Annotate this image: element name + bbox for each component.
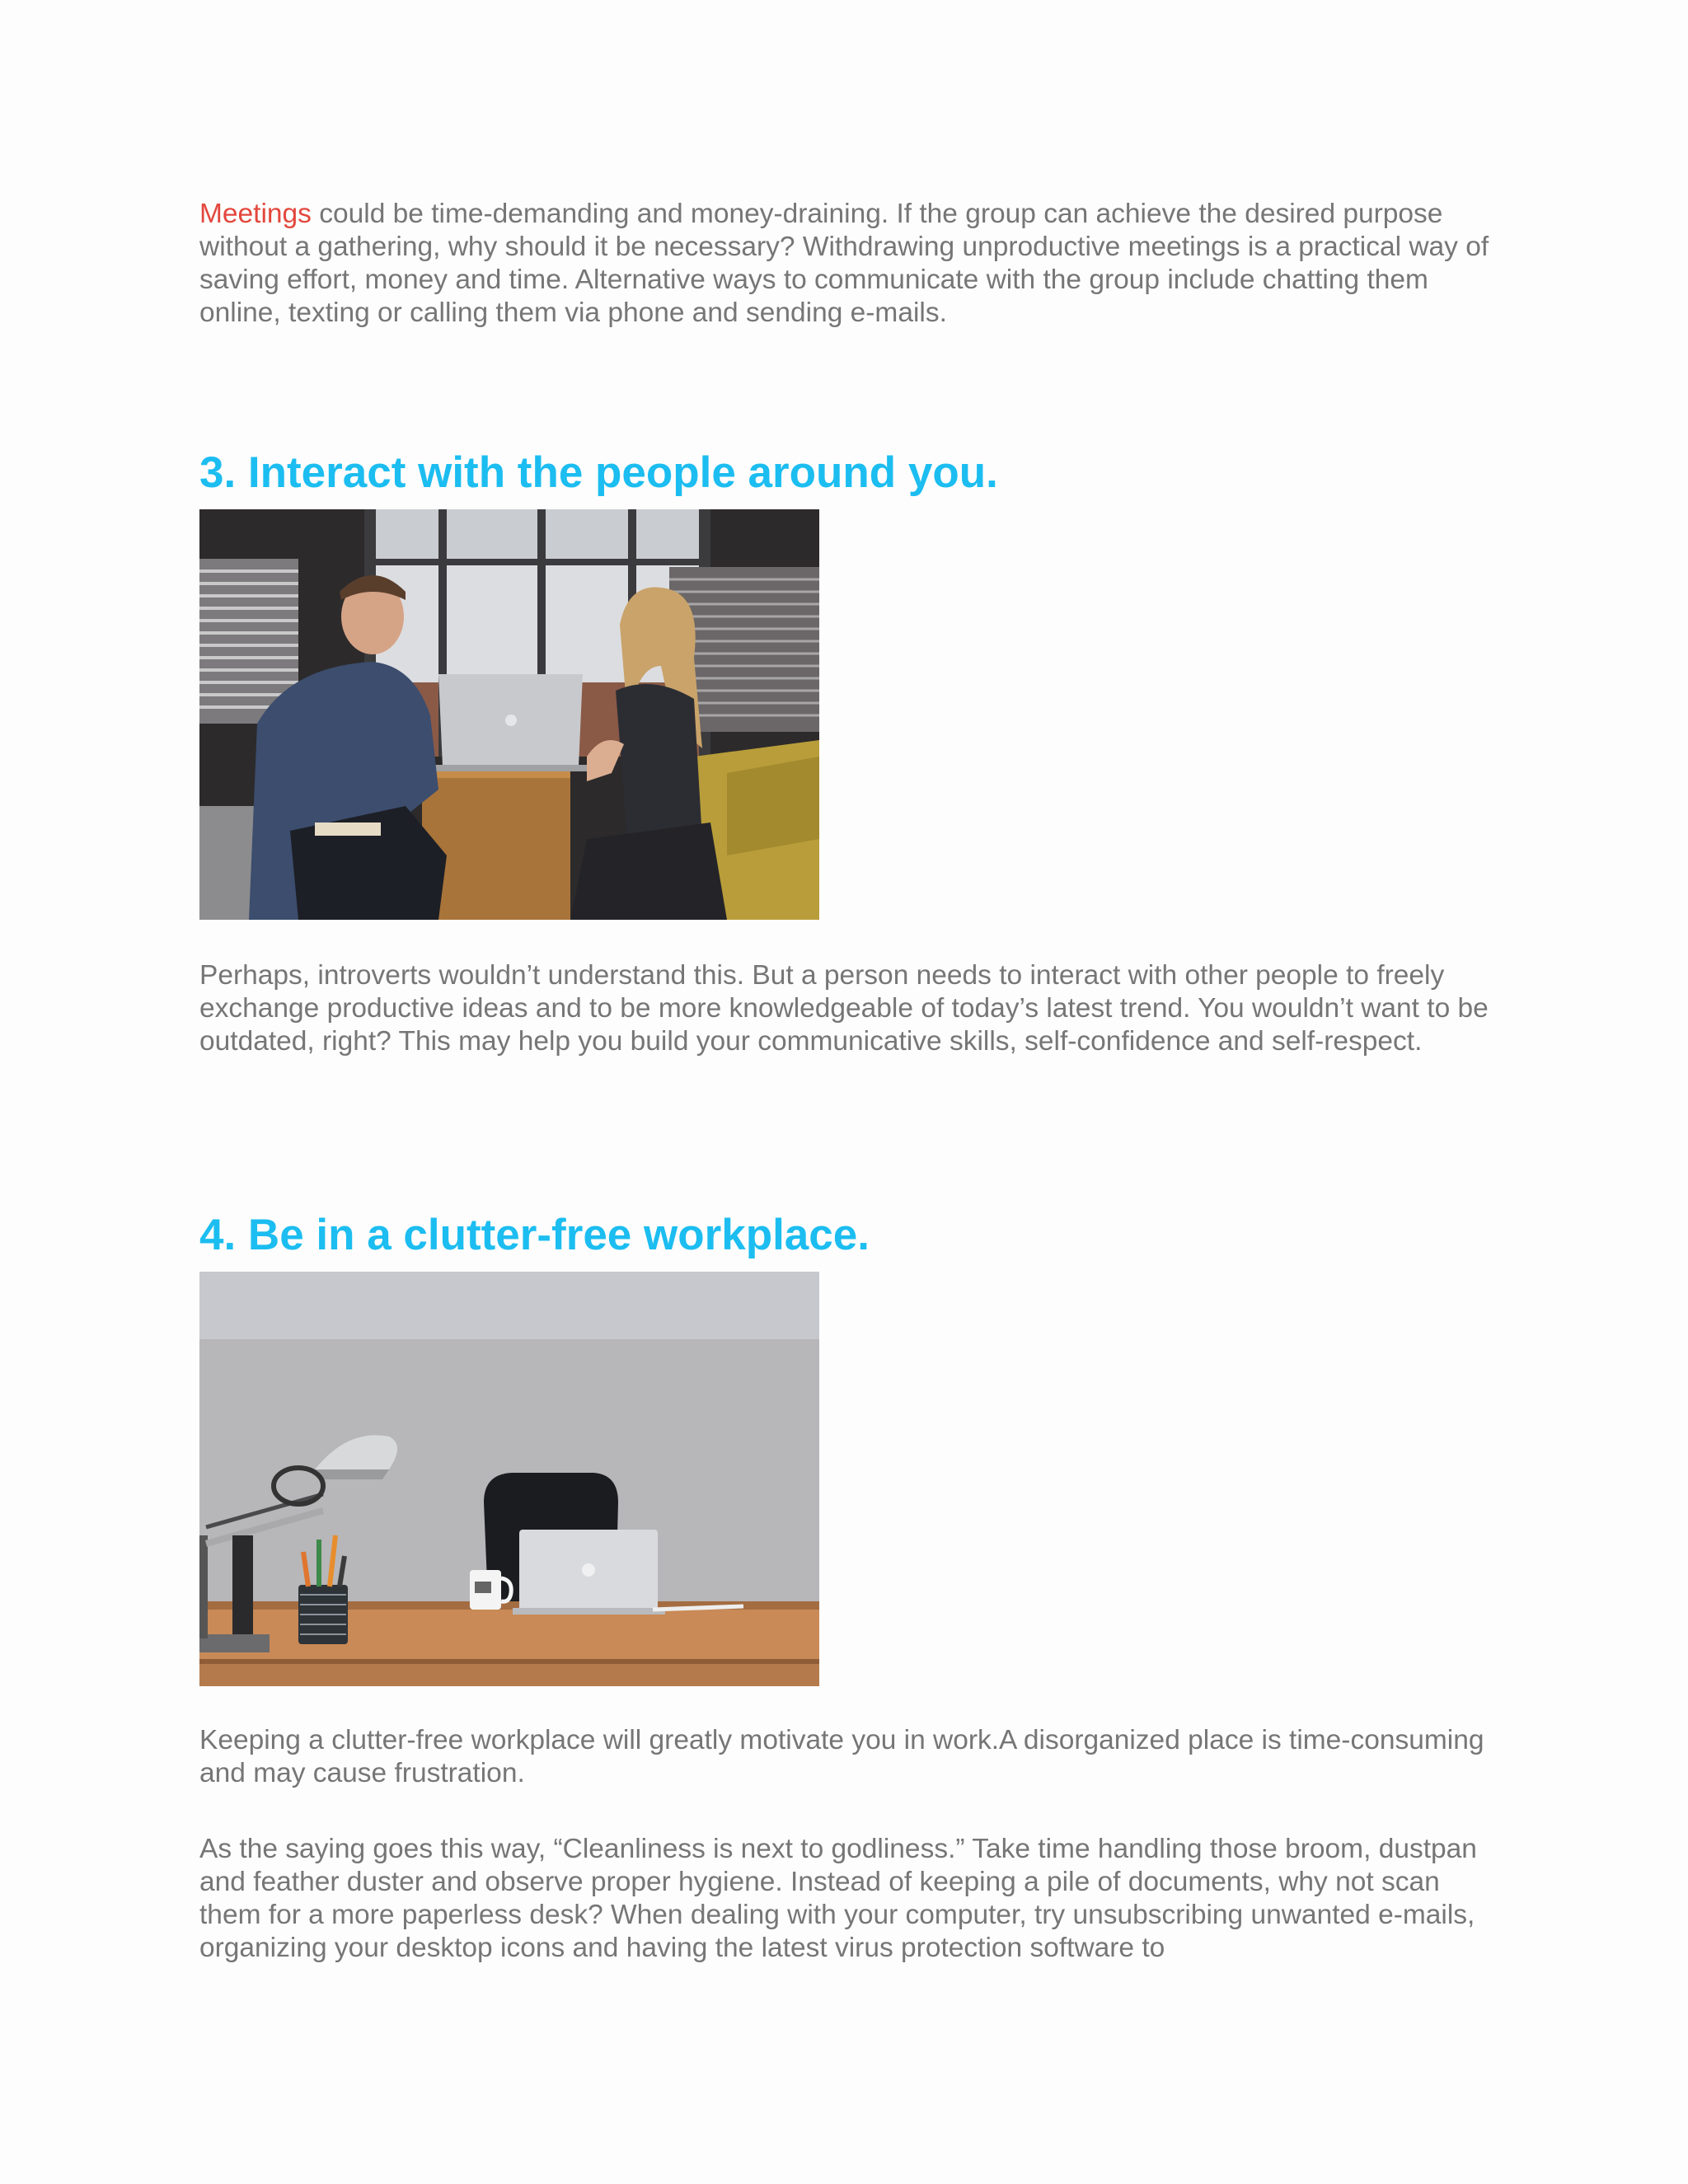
people-talking-illustration (199, 509, 819, 920)
intro-paragraph (199, 198, 1502, 330)
section-4-paragraph-1: Keeping a clutter-free workplace will greatly motivate you in work.A disorganized place is time-consuming and may cause frustration. (199, 1725, 1484, 1788)
meetings-link[interactable]: Meetings (199, 199, 312, 229)
desk-illustration (199, 1272, 819, 1686)
section-3-heading: 3. Interact with the people around you. (199, 448, 998, 497)
people-talking-photo (199, 509, 819, 920)
section-4-paragraph-2: As the saying goes this way, “Cleanliness is next to godliness.” Take time handling those broom, dustpan and feather duster and observe proper hygiene. Instead of keeping a pile of documents, why not scan them for a more paperless desk? When dealing with your computer, try unsubscribing unwanted e-mails, organizing your desktop icons and having the latest virus protection software to (199, 1834, 1477, 1963)
intro-text: could be time-demanding and money-draining. If the group can achieve the desired purpose without a gathering, why should it be necessary? Withdrawing unproductive meetings is a practical way of saving effort, money and time. Alternative ways to communicate with the group include chatting them online, texting or calling them via phone and sending e-mails. (199, 199, 1489, 328)
section-4-heading: 4. Be in a clutter-free workplace. (199, 1211, 870, 1259)
section-3-paragraph: Perhaps, introverts wouldn’t understand this. But a person needs to interact with other people to freely exchange productive ideas and to be more knowledgeable of today’s latest trend. You wouldn’t want to be outdated, right? This may help you build your communicative skills, self-confidence and self-respect. (199, 960, 1489, 1057)
clutter-free-desk-photo (199, 1272, 819, 1686)
